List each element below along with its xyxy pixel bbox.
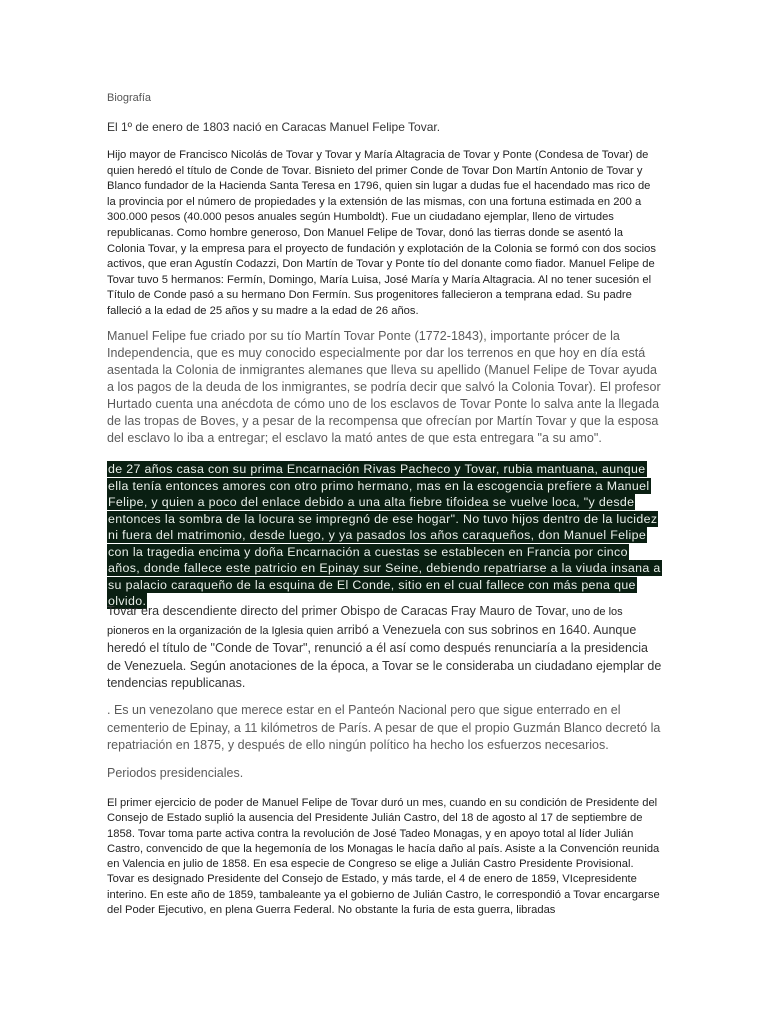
paragraph-marriage-highlighted: [107, 461, 662, 610]
paragraph-ancestry: [107, 603, 662, 693]
ancestry-text-c: arribó a Venezuela con sus sobrinos en 1640. Aunque heredó el título de "Conde de Tovar", renunció a él así como después renunciaría a la presidencia de Venezuela. Según anotaciones de la época, a Tovar se le consideraba un ciudadano ejemplar de tendencias republicanas.: [107, 622, 662, 690]
paragraph-upbringing: Manuel Felipe fue criado por su tío Martín Tovar Ponte (1772-1843), importante prócer de la Independencia, que es muy conocido especialmente por dar los terrenos en que hoy en día está asentada la Colonia de inmigrantes alemanes que lleva su apellido (Manuel Felipe de Tovar ayuda a los pagos de la deuda de los inmigrantes, se podría decir que salvó la Colonia Tovar). El profesor Hurtado cuenta una anécdota de cómo uno de los esclavos de Tovar Ponte lo salva ante la llegada de las tropas de Boves, y a pesar de la recompensa que ofrecían por Martín Tovar y que la esposa del esclavo lo iba a entregar; el esclavo la mató antes de que esta entregara "a su amo".: [107, 329, 661, 445]
section-heading: Biografía: [107, 92, 152, 104]
paragraph-burial: . Es un venezolano que merece estar en el Panteón Nacional pero que sigue enterrado en el cementerio de Epinay, a 11 kilómetros de París. A pesar de que el propio Guzmán Blanco decretó la repatriación en 1875, y después de ello ningún político ha hecho los esfuerzos necesarios.: [107, 703, 661, 752]
ancestry-text-b: uno de los pioneros en la organización de la Iglesia quien: [107, 606, 623, 637]
paragraph-family: Hijo mayor de Francisco Nicolás de Tovar y Tovar y María Altagracia de Tovar y Ponte (Condesa de Tovar) de quien heredó el título de Conde de Tovar. Bisnieto del primer Conde de Tovar Don Martín Antonio de Tovar y Blanco fundador de la Hacienda Santa Teresa en 1796, quien sin lugar a dudas fue el hacendado mas rico de la provincia por el número de propiedades y la extensión de las mismas, con una fortuna estimada en 200 a 300.000 pesos (40.000 pesos anuales según Humboldt). Fue un ciudadano ejemplar, lleno de virtudes republicanas. Como hombre generoso, Don Manuel Felipe de Tovar, donó las tierras donde se asentó la Colonia Tovar, y la empresa para el proyecto de fundación y explotación de la Colonia se formó con dos socios activos, que eran Agustín Codazzi, Don Martín de Tovar y Ponte tío del donante como fiador. Manuel Felipe de Tovar tuvo 5 hermanos: Fermín, Domingo, María Luisa, José María y María Altagracia. Al no tener sucesión el Título de Conde pasó a su hermano Don Fermín. Sus progenitores fallecieron a temprana edad. Su padre falleció a la edad de 25 años y su madre a la edad de 26 años.: [107, 149, 656, 317]
subheading-presidential-periods: Periodos presidenciales.: [107, 766, 244, 780]
highlighted-text: de 27 años casa con su prima Encarnación Rivas Pacheco y Tovar, rubia mantuana, aunque ella tenía entonces amores con otro primo hermano, mas en la escogencia prefiere a Manuel Felipe, y quien a poco del enlace debido a una alta fiebre tifoidea se vuelve loca, "y desde entonces la sombra de la locura se impregnó de ese hogar". No tuvo hijos dentro de la lucidez ni fuera del matrimonio, desde luego, y ya pasados los años caraqueños, don Manuel Felipe con la tragedia encima y doña Encarnación a cuestas se establecen en Francia por cinco años, donde fallece este patricio en Epinay sur Seine, debiendo repatriarse a la viuda insana a su palacio caraqueño de la esquina de El Conde, sitio en el cual fallece con más pena que olvido.: [108, 462, 661, 608]
intro-sentence: El 1º de enero de 1803 nació en Caracas Manuel Felipe Tovar.: [107, 120, 441, 134]
ancestry-text-a: Tovar era descendiente directo del primer Obispo de Caracas Fray Mauro de Tovar,: [107, 604, 569, 618]
paragraph-presidency: El primer ejercicio de poder de Manuel Felipe de Tovar duró un mes, cuando en su condición de Presidente del Consejo de Estado suplió la ausencia del Presidente Julián Castro, del 18 de agosto al 17 de septiembre de 1858. Tovar toma parte activa contra la revolución de José Tadeo Monagas, y en apoyo total al líder Julián Castro, convencido de que la hegemonía de los Monagas le hacía daño al país. Asiste a la Convención reunida en Valencia en julio de 1858. En esa especie de Congreso se elige a Julián Castro Presidente Provisional. Tovar es designado Presidente del Consejo de Estado, y más tarde, el 4 de enero de 1859, VIcepresidente interino. En este año de 1859, tambaleante ya el gobierno de Julián Castro, le correspondió a Tovar encargarse del Poder Ejecutivo, en plena Guerra Federal. No obstante la furia de esta guerra, libradas: [107, 797, 660, 917]
